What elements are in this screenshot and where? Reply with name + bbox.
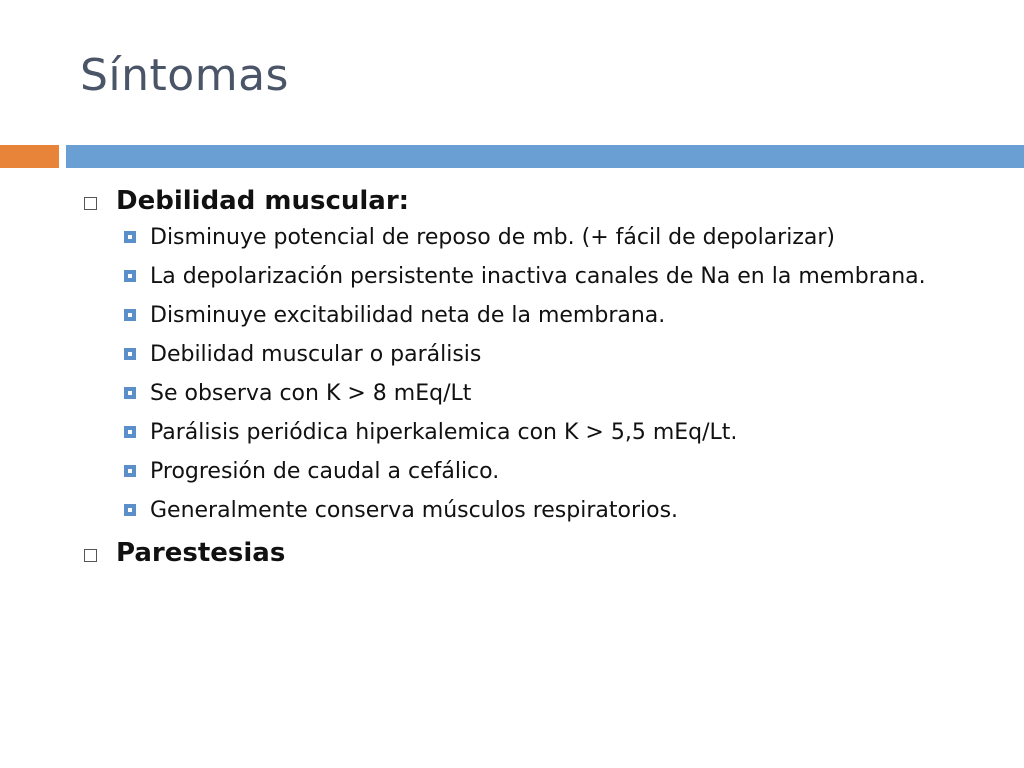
bullet-label: Parestesias xyxy=(116,538,286,568)
hollow-square-bullet-icon xyxy=(84,549,97,562)
hollow-square-bullet-icon xyxy=(84,197,97,210)
accent-bar-orange xyxy=(0,145,59,168)
sub-bullet-text: Se observa con K > 8 mEq/Lt xyxy=(150,381,472,406)
square-bullet-icon xyxy=(124,465,136,477)
sub-bullet-item xyxy=(82,340,1002,369)
square-bullet-icon xyxy=(124,231,136,243)
bullet-parestesias xyxy=(82,535,1002,571)
sub-bullet-list xyxy=(82,223,1002,525)
sub-bullet-text: La depolarización persistente inactiva canales de Na en la membrana. xyxy=(150,264,926,289)
sub-bullet-text: Parálisis periódica hiperkalemica con K > 5,5 mEq/Lt. xyxy=(150,420,738,445)
square-bullet-icon xyxy=(124,309,136,321)
sub-bullet-item xyxy=(82,301,1002,330)
square-bullet-icon xyxy=(124,426,136,438)
sub-bullet-item xyxy=(82,418,1002,447)
square-bullet-icon xyxy=(124,270,136,282)
sub-bullet-item xyxy=(82,496,1002,525)
sub-bullet-text: Progresión de caudal a cefálico. xyxy=(150,459,500,484)
bullet-label: Debilidad muscular: xyxy=(116,186,410,216)
slide-title: Síntomas xyxy=(80,50,289,101)
square-bullet-icon xyxy=(124,348,136,360)
sub-bullet-item xyxy=(82,379,1002,408)
square-bullet-icon xyxy=(124,504,136,516)
bullet-debilidad-muscular xyxy=(82,183,1002,219)
slide-content xyxy=(82,183,1002,575)
sub-bullet-text: Debilidad muscular o parálisis xyxy=(150,342,482,367)
sub-bullet-text: Disminuye potencial de reposo de mb. (+ fácil de depolarizar) xyxy=(150,225,835,250)
sub-bullet-text: Generalmente conserva músculos respiratorios. xyxy=(150,498,679,523)
sub-bullet-text: Disminuye excitabilidad neta de la membrana. xyxy=(150,303,666,328)
sub-bullet-item xyxy=(82,223,1002,252)
sub-bullet-item xyxy=(82,262,1002,291)
accent-bar-blue xyxy=(66,145,1024,168)
sub-bullet-item xyxy=(82,457,1002,486)
square-bullet-icon xyxy=(124,387,136,399)
